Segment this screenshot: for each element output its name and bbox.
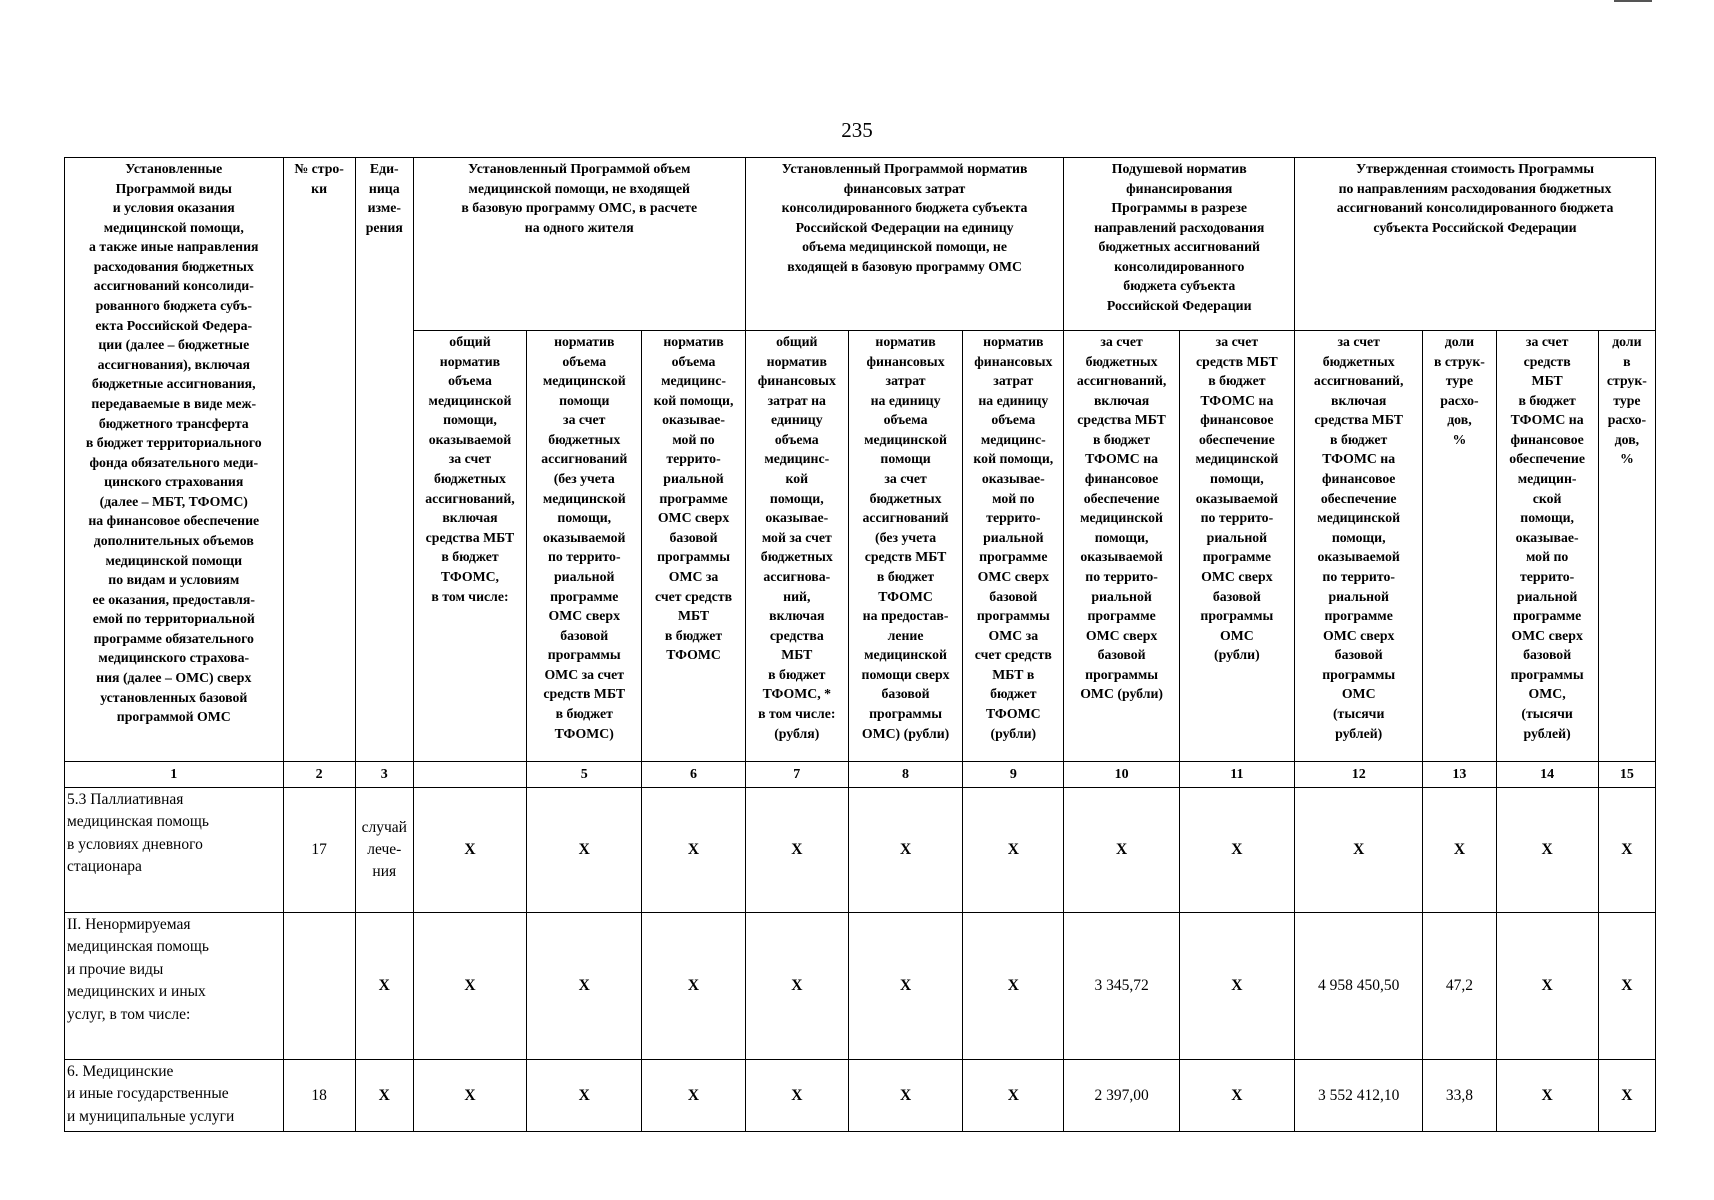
header-group-cost-norm: Установленный Программой норматив финансовых затрат консолидированного бюджета субъекта Российской Федерации на единицу объема медицинской помощи, не входящей в базовую программу ОМС — [745, 158, 1064, 331]
column-number: 5 — [527, 762, 642, 788]
table-cell: 3 345,72 — [1064, 913, 1179, 1060]
header-cell-10: за счет бюджетных ассигнований, включая средства МБТ в бюджет ТФОМС на финансовое обеспечение медицинской помощи, оказываемой по террито- риальной программе ОМС сверх базовой программы ОМС (рубли) — [1064, 331, 1179, 762]
table-cell: Х — [848, 913, 962, 1060]
unit-cell: Х — [355, 1060, 413, 1132]
column-number: 10 — [1064, 762, 1179, 788]
column-number: 9 — [963, 762, 1064, 788]
table-cell: Х — [963, 788, 1064, 913]
column-number: 8 — [848, 762, 962, 788]
table-cell: Х — [413, 1060, 526, 1132]
table-cell: Х — [642, 913, 745, 1060]
table-cell: 47,2 — [1423, 913, 1496, 1060]
table-row — [65, 788, 1656, 913]
header-group-approved-cost: Утвержденная стоимость Программы по направлениям расходования бюджетных ассигнований консолидированного бюджета субъекта Российской Федерации — [1295, 158, 1656, 331]
column-number: 6 — [642, 762, 745, 788]
header-cell-7: общий норматив финансовых затрат на единицу объема медицинс- кой помощи, оказывае- мой за счет бюджетных ассигнова- ний, включая средства МБТ в бюджет ТФОМС, * в том числе: (рубля) — [745, 331, 848, 762]
table-cell: Х — [1179, 788, 1294, 913]
unit-cell: случай лече- ния — [355, 788, 413, 913]
table-cell: Х — [848, 1060, 962, 1132]
table-cell: Х — [1598, 913, 1655, 1060]
table-cell: 2 397,00 — [1064, 1060, 1179, 1132]
table-row — [65, 913, 1656, 1060]
table-cell: Х — [745, 1060, 848, 1132]
table-cell: Х — [963, 913, 1064, 1060]
header-group-per-capita: Подушевой норматив финансирования Программы в разрезе направлений расходования бюджетных ассигнований консолидированного бюджета субъекта Российской Федерации — [1064, 158, 1295, 331]
column-number: 11 — [1179, 762, 1294, 788]
unit-cell: Х — [355, 913, 413, 1060]
column-number: 13 — [1423, 762, 1496, 788]
table-cell: 4 958 450,50 — [1295, 913, 1423, 1060]
row-number: 17 — [283, 788, 355, 913]
table-cell: Х — [745, 788, 848, 913]
budget-table — [64, 157, 1656, 1132]
header-cell-3: Еди- ница изме- рения — [355, 158, 413, 762]
table-cell: Х — [1295, 788, 1423, 913]
header-cell-11: за счет средств МБТ в бюджет ТФОМС на финансовое обеспечение медицинской помощи, оказываемой по террито- риальной программе ОМС сверх базовой программы ОМС (рубли) — [1179, 331, 1294, 762]
scan-artifact-line — [1614, 0, 1652, 2]
header-cell-13: доли в струк- туре расхо- дов, % — [1423, 331, 1496, 762]
row-name: 6. Медицинские и иные государственные и муниципальные услуги — [65, 1060, 284, 1132]
header-cell-5: норматив объема медицинской помощи за счет бюджетных ассигнований (без учета медицинской помощи, оказываемой по террито- риальной программе ОМС сверх базовой программы ОМС за счет средств МБТ в бюджет ТФОМС) — [527, 331, 642, 762]
table-cell: Х — [1179, 1060, 1294, 1132]
table-cell: Х — [642, 1060, 745, 1132]
row-name: II. Ненормируемая медицинская помощь и прочие виды медицинских и иных услуг, в том числе: — [65, 913, 284, 1060]
column-number: 7 — [745, 762, 848, 788]
table-cell: Х — [527, 1060, 642, 1132]
table-cell: Х — [1496, 1060, 1598, 1132]
column-number: 12 — [1295, 762, 1423, 788]
column-number — [413, 762, 526, 788]
header-cell-9: норматив финансовых затрат на единицу объема медицинс- кой помощи, оказывае- мой по террито- риальной программе ОМС сверх базовой программы ОМС за счет средств МБТ в бюджет ТФОМС (рубли) — [963, 331, 1064, 762]
table-cell: Х — [963, 1060, 1064, 1132]
table-row — [65, 1060, 1656, 1132]
table-cell: Х — [527, 913, 642, 1060]
header-cell-2: № стро- ки — [283, 158, 355, 762]
table-cell: Х — [527, 788, 642, 913]
header-cell-14: за счет средств МБТ в бюджет ТФОМС на финансовое обеспечение медицин- ской помощи, оказывае- мой по террито- риальной программе ОМС сверх базовой программы ОМС, (тысячи рублей) — [1496, 331, 1598, 762]
row-number — [283, 913, 355, 1060]
header-cell-4: общий норматив объема медицинской помощи, оказываемой за счет бюджетных ассигнований, включая средства МБТ в бюджет ТФОМС, в том числе: — [413, 331, 526, 762]
column-number: 2 — [283, 762, 355, 788]
column-number: 3 — [355, 762, 413, 788]
header-cell-15: доли в струк- туре расхо- дов, % — [1598, 331, 1655, 762]
header-cell-8: норматив финансовых затрат на единицу объема медицинской помощи за счет бюджетных ассигнований (без учета средств МБТ в бюджет ТФОМС на предостав- ление медицинской помощи сверх базовой программы ОМС) (рубли) — [848, 331, 962, 762]
table-cell: Х — [413, 788, 526, 913]
table-cell: 3 552 412,10 — [1295, 1060, 1423, 1132]
header-group-volume: Установленный Программой объем медицинской помощи, не входящей в базовую программу ОМС, в расчете на одного жителя — [413, 158, 745, 331]
table-cell: Х — [413, 913, 526, 1060]
table-cell: Х — [745, 913, 848, 1060]
table-cell: Х — [1064, 788, 1179, 913]
table-cell: Х — [642, 788, 745, 913]
header-cell-12: за счет бюджетных ассигнований, включая средства МБТ в бюджет ТФОМС на финансовое обеспечение медицинской помощи, оказываемой по террито- риальной программе ОМС сверх базовой программы ОМС (тысячи рублей) — [1295, 331, 1423, 762]
page-number: 235 — [841, 118, 873, 142]
table-cell: Х — [1179, 913, 1294, 1060]
table-cell: 33,8 — [1423, 1060, 1496, 1132]
table-cell: Х — [1496, 913, 1598, 1060]
table-cell: Х — [1598, 1060, 1655, 1132]
header-cell-1: Установленные Программой виды и условия оказания медицинской помощи, а также иные направления расходования бюджетных ассигнований консолиди- рованного бюджета субъ- екта Российской Федера- ции (далее – бюджетные ассигнования), включая бюджетные ассигнования, передаваемые в виде меж- бюджетного трансферта в бюджет территориального фонда обязательного меди- цинского страхования (далее – МБТ, ТФОМС) на финансовое обеспечение дополнительных объемов медицинской помощи по видам и условиям ее оказания, предоставля- емой по территориальной программе обязательного медицинского страхова- ния (далее – ОМС) сверх установленных базовой программой ОМС — [65, 158, 284, 762]
column-number: 14 — [1496, 762, 1598, 788]
table-cell: Х — [1496, 788, 1598, 913]
table-cell: Х — [848, 788, 962, 913]
header-cell-6: норматив объема медицинс- кой помощи, оказывае- мой по террито- риальной программе ОМС сверх базовой программы ОМС за счет средств МБТ в бюджет ТФОМС — [642, 331, 745, 762]
table-cell: Х — [1598, 788, 1655, 913]
row-number: 18 — [283, 1060, 355, 1132]
table-cell: Х — [1423, 788, 1496, 913]
column-number: 15 — [1598, 762, 1655, 788]
row-name: 5.3 Паллиативная медицинская помощь в условиях дневного стационара — [65, 788, 284, 913]
column-number: 1 — [65, 762, 284, 788]
